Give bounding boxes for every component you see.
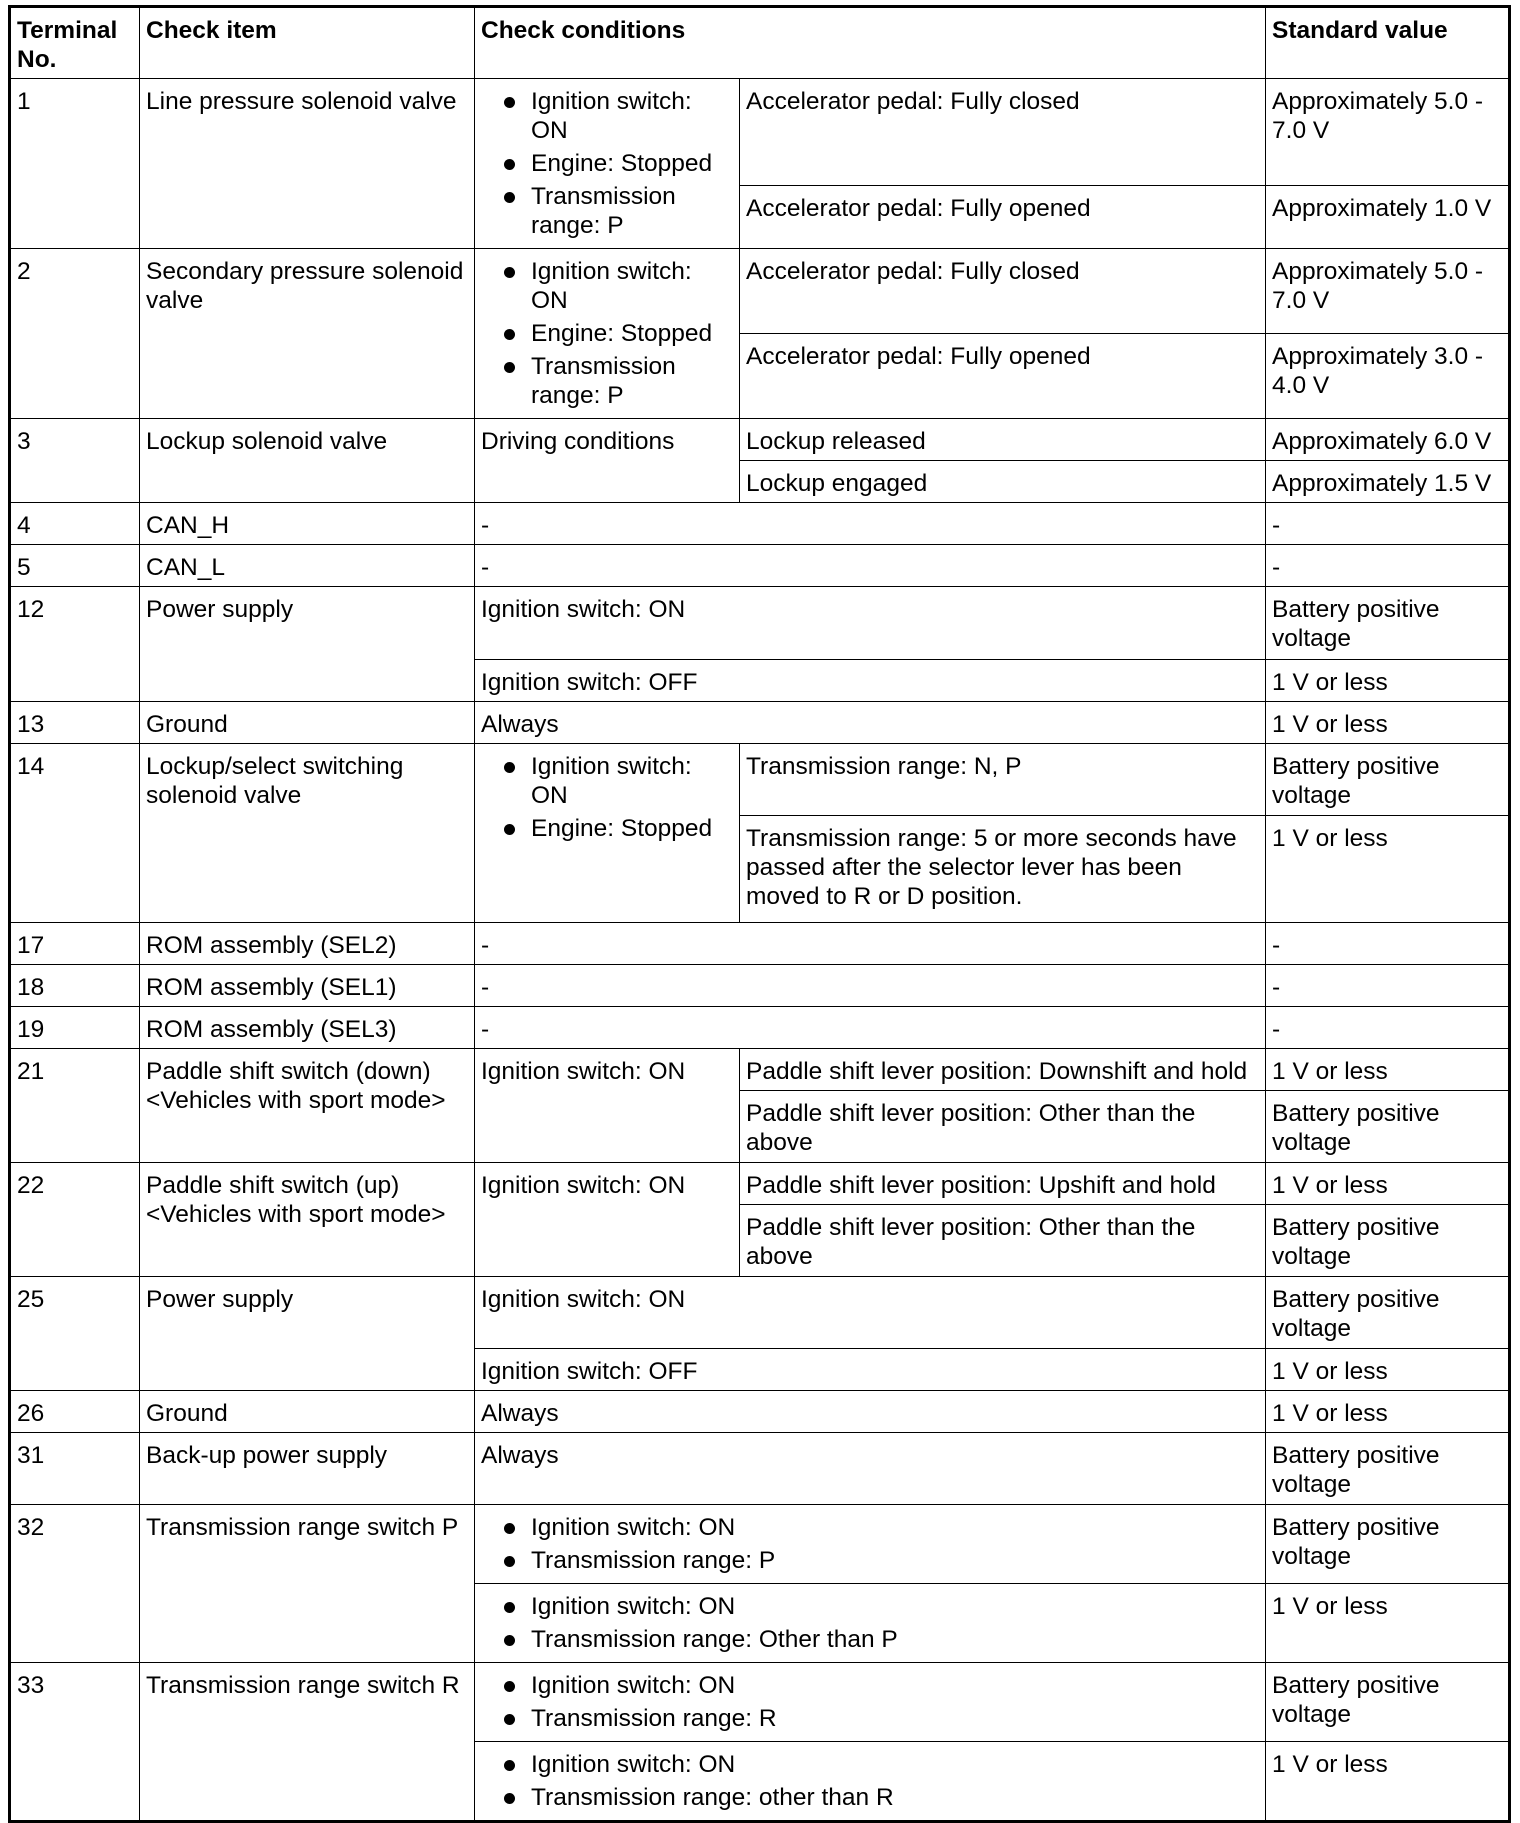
check-item-cell: Ground (140, 702, 475, 744)
condition-list (481, 752, 733, 843)
terminal-cell: 25 (10, 1277, 140, 1391)
check-condition-cell: - (475, 1007, 1266, 1049)
check-item-cell: Lockup/select switching solenoid valve (140, 744, 475, 923)
table-row (10, 1505, 1510, 1584)
terminal-cell: 22 (10, 1163, 140, 1277)
list-item: Engine: Stopped (481, 814, 733, 843)
sub-condition-cell: Accelerator pedal: Fully opened (740, 186, 1266, 249)
check-condition-cell: Ignition switch: ON (475, 587, 1266, 660)
check-item-cell: Transmission range switch P (140, 1505, 475, 1663)
standard-value-cell: - (1266, 923, 1510, 965)
check-item-cell: CAN_L (140, 545, 475, 587)
standard-value-cell: 1 V or less (1266, 1584, 1510, 1663)
check-condition-cell (475, 1742, 1266, 1822)
list-item: Ignition switch: ON (481, 87, 733, 145)
terminal-cell: 18 (10, 965, 140, 1007)
standard-value-cell: - (1266, 545, 1510, 587)
check-condition-cell: Always (475, 1391, 1266, 1433)
sub-condition-cell: Paddle shift lever position: Downshift and hold (740, 1049, 1266, 1091)
check-condition-cell (475, 1663, 1266, 1742)
terminal-cell: 5 (10, 545, 140, 587)
table-row (10, 1663, 1510, 1742)
terminal-cell: 2 (10, 249, 140, 419)
check-condition-cell: Ignition switch: ON (475, 1163, 740, 1277)
check-condition-cell: - (475, 923, 1266, 965)
check-condition-cell (475, 1584, 1266, 1663)
standard-value-cell: - (1266, 965, 1510, 1007)
terminal-cell: 12 (10, 587, 140, 702)
standard-value-cell: Battery positive voltage (1266, 744, 1510, 816)
sub-condition-cell: Lockup released (740, 419, 1266, 461)
table-row (10, 503, 1510, 545)
table-row (10, 744, 1510, 816)
standard-value-cell: - (1266, 503, 1510, 545)
table-row (10, 1007, 1510, 1049)
terminal-cell: 17 (10, 923, 140, 965)
check-condition-cell: Always (475, 1433, 1266, 1505)
check-condition-cell: Ignition switch: ON (475, 1277, 1266, 1349)
standard-value-cell: Approximately 3.0 - 4.0 V (1266, 334, 1510, 419)
standard-value-cell: 1 V or less (1266, 1349, 1510, 1391)
standard-value-cell: 1 V or less (1266, 660, 1510, 702)
list-item: Transmission range: other than R (481, 1783, 1259, 1812)
check-item-cell: Paddle shift switch (down) <Vehicles with sport mode> (140, 1049, 475, 1163)
table-row (10, 702, 1510, 744)
table-row (10, 419, 1510, 461)
table-row (10, 545, 1510, 587)
condition-list (481, 1592, 1259, 1654)
list-item: Ignition switch: ON (481, 1513, 1259, 1542)
terminal-cell: 14 (10, 744, 140, 923)
list-item: Transmission range: P (481, 352, 733, 410)
check-condition-cell: - (475, 545, 1266, 587)
condition-list (481, 87, 733, 240)
list-item: Engine: Stopped (481, 149, 733, 178)
check-item-cell: ROM assembly (SEL2) (140, 923, 475, 965)
table-row (10, 79, 1510, 186)
sub-condition-cell: Transmission range: N, P (740, 744, 1266, 816)
list-item: Ignition switch: ON (481, 1671, 1259, 1700)
sub-condition-cell: Transmission range: 5 or more seconds have passed after the selector lever has been moved to R or D position. (740, 816, 1266, 923)
check-condition-cell: Ignition switch: OFF (475, 660, 1266, 702)
terminal-cell: 4 (10, 503, 140, 545)
terminal-cell: 19 (10, 1007, 140, 1049)
list-item: Ignition switch: ON (481, 752, 733, 810)
check-condition-cell: - (475, 503, 1266, 545)
check-item-cell: Secondary pressure solenoid valve (140, 249, 475, 419)
table-row (10, 1391, 1510, 1433)
standard-value-cell: 1 V or less (1266, 1391, 1510, 1433)
table-row (10, 923, 1510, 965)
table-row (10, 965, 1510, 1007)
condition-list (481, 1513, 1259, 1575)
sub-condition-cell: Paddle shift lever position: Upshift and hold (740, 1163, 1266, 1205)
sub-condition-cell: Accelerator pedal: Fully opened (740, 334, 1266, 419)
standard-value-cell: Battery positive voltage (1266, 1277, 1510, 1349)
header-check-conditions: Check conditions (475, 7, 1266, 79)
check-item-cell: ROM assembly (SEL1) (140, 965, 475, 1007)
table-row (10, 1277, 1510, 1349)
condition-list (481, 257, 733, 410)
check-condition-cell: - (475, 965, 1266, 1007)
check-condition-cell: Ignition switch: ON (475, 1049, 740, 1163)
terminal-cell: 13 (10, 702, 140, 744)
list-item: Ignition switch: ON (481, 257, 733, 315)
header-standard-value: Standard value (1266, 7, 1510, 79)
table-row (10, 587, 1510, 660)
sub-condition-cell: Paddle shift lever position: Other than the above (740, 1091, 1266, 1163)
list-item: Transmission range: Other than P (481, 1625, 1259, 1654)
header-check-item: Check item (140, 7, 475, 79)
standard-value-cell: Battery positive voltage (1266, 1205, 1510, 1277)
check-item-cell: Back-up power supply (140, 1433, 475, 1505)
check-condition-cell (475, 79, 740, 249)
terminal-check-table (8, 5, 1511, 1823)
sub-condition-cell: Lockup engaged (740, 461, 1266, 503)
check-item-cell: Power supply (140, 587, 475, 702)
standard-value-cell: 1 V or less (1266, 816, 1510, 923)
table-row (10, 1163, 1510, 1205)
list-item: Engine: Stopped (481, 319, 733, 348)
list-item: Transmission range: R (481, 1704, 1259, 1733)
check-condition-cell: Driving conditions (475, 419, 740, 503)
terminal-cell: 3 (10, 419, 140, 503)
terminal-cell: 33 (10, 1663, 140, 1822)
table-row (10, 1049, 1510, 1091)
standard-value-cell: Approximately 5.0 - 7.0 V (1266, 249, 1510, 334)
standard-value-cell: - (1266, 1007, 1510, 1049)
list-item: Ignition switch: ON (481, 1592, 1259, 1621)
standard-value-cell: Battery positive voltage (1266, 1663, 1510, 1742)
check-item-cell: Ground (140, 1391, 475, 1433)
check-item-cell: Power supply (140, 1277, 475, 1391)
terminal-cell: 21 (10, 1049, 140, 1163)
check-item-cell: CAN_H (140, 503, 475, 545)
standard-value-cell: Battery positive voltage (1266, 1433, 1510, 1505)
header-terminal: Terminal No. (10, 7, 140, 79)
check-condition-cell: Always (475, 702, 1266, 744)
table-row (10, 249, 1510, 334)
standard-value-cell: Approximately 1.0 V (1266, 186, 1510, 249)
standard-value-cell: Battery positive voltage (1266, 1091, 1510, 1163)
table-row (10, 1433, 1510, 1505)
sub-condition-cell: Paddle shift lever position: Other than the above (740, 1205, 1266, 1277)
list-item: Ignition switch: ON (481, 1750, 1259, 1779)
standard-value-cell: 1 V or less (1266, 1049, 1510, 1091)
check-item-cell: Transmission range switch R (140, 1663, 475, 1822)
standard-value-cell: Approximately 5.0 - 7.0 V (1266, 79, 1510, 186)
check-condition-cell (475, 1505, 1266, 1584)
standard-value-cell: Approximately 6.0 V (1266, 419, 1510, 461)
terminal-cell: 31 (10, 1433, 140, 1505)
sub-condition-cell: Accelerator pedal: Fully closed (740, 249, 1266, 334)
sub-condition-cell: Accelerator pedal: Fully closed (740, 79, 1266, 186)
standard-value-cell: 1 V or less (1266, 1163, 1510, 1205)
standard-value-cell: Battery positive voltage (1266, 1505, 1510, 1584)
standard-value-cell: Battery positive voltage (1266, 587, 1510, 660)
check-item-cell: Lockup solenoid valve (140, 419, 475, 503)
standard-value-cell: Approximately 1.5 V (1266, 461, 1510, 503)
list-item: Transmission range: P (481, 182, 733, 240)
terminal-cell: 1 (10, 79, 140, 249)
check-item-cell: ROM assembly (SEL3) (140, 1007, 475, 1049)
terminal-cell: 26 (10, 1391, 140, 1433)
check-condition-cell (475, 744, 740, 923)
list-item: Transmission range: P (481, 1546, 1259, 1575)
condition-list (481, 1671, 1259, 1733)
check-condition-cell: Ignition switch: OFF (475, 1349, 1266, 1391)
check-item-cell: Paddle shift switch (up) <Vehicles with sport mode> (140, 1163, 475, 1277)
condition-list (481, 1750, 1259, 1812)
check-item-cell: Line pressure solenoid valve (140, 79, 475, 249)
check-condition-cell (475, 249, 740, 419)
terminal-cell: 32 (10, 1505, 140, 1663)
standard-value-cell: 1 V or less (1266, 1742, 1510, 1822)
standard-value-cell: 1 V or less (1266, 702, 1510, 744)
header-row (10, 7, 1510, 79)
